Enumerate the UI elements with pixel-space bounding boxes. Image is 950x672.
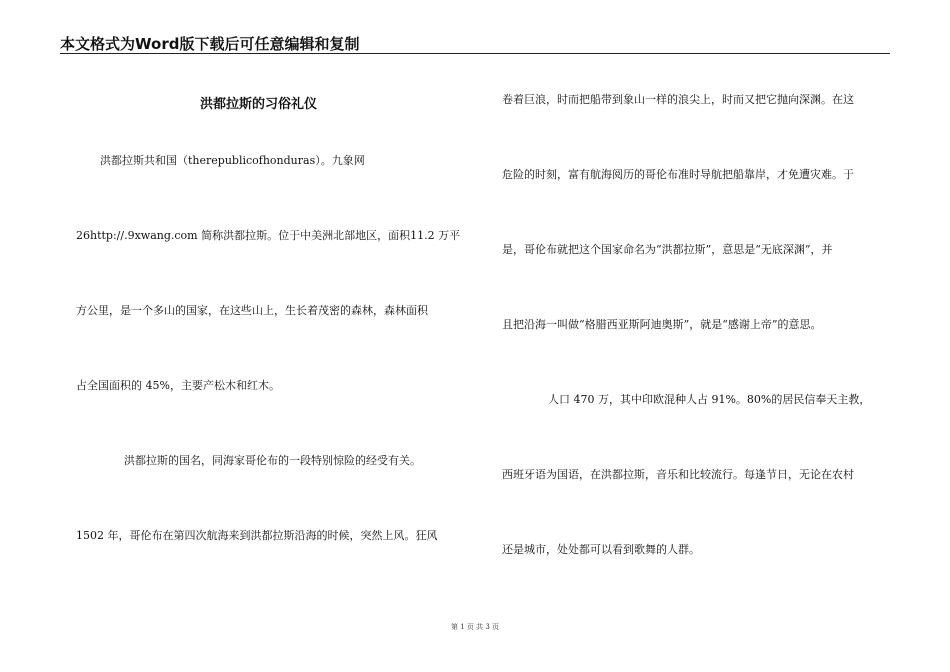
- right-line-2: 危险的时刻，富有航海阅历的哥伦布准时导航把船靠岸，才免遭灾难。于: [502, 168, 854, 181]
- right-line-4: 且把沿海一叫做“格腊西亚斯阿迪奥斯”，就是“感谢上帝”的意思。: [502, 318, 822, 331]
- header-divider: [60, 53, 890, 54]
- right-line-3: 是，哥伦布就把这个国家命名为“洪都拉斯”，意思是“无底深渊”，并: [502, 243, 833, 256]
- right-line-5: 人口 470 万，其中印欧混种人占 91%。80%的居民信奉天主教，: [548, 393, 871, 406]
- document-title: 洪都拉斯的习俗礼仪: [200, 97, 318, 112]
- left-line-6: 1502 年，哥伦布在第四次航海来到洪都拉斯沿海的时候，突然上风。狂风: [76, 529, 438, 542]
- left-line-2: 26http://.9xwang.com 简称洪都拉斯。位于中美洲北部地区，面积11.2 万平: [76, 229, 461, 242]
- page-number: 第 1 页 共 3 页: [450, 623, 500, 631]
- right-line-1: 卷着巨浪，时而把船带到象山一样的浪尖上，时而又把它抛向深渊。在这: [502, 93, 854, 106]
- left-line-1: 洪都拉斯共和国（therepublicofhonduras）。九象网: [100, 154, 365, 167]
- left-line-4: 占全国面积的 45%，主要产松木和红木。: [76, 379, 280, 392]
- left-line-5: 洪都拉斯的国名，同海家哥伦布的一段特别惊险的经受有关。: [124, 454, 421, 467]
- left-line-3: 方公里，是一个多山的国家，在这些山上，生长着茂密的森林，森林面积: [76, 304, 428, 317]
- header-notice: 本文格式为Word版下载后可任意编辑和复制: [60, 35, 360, 53]
- right-line-6: 西班牙语为国语，在洪都拉斯，音乐和比较流行。每逢节日，无论在农村: [502, 468, 854, 481]
- right-line-7: 还是城市，处处都可以看到歌舞的人群。: [502, 543, 700, 556]
